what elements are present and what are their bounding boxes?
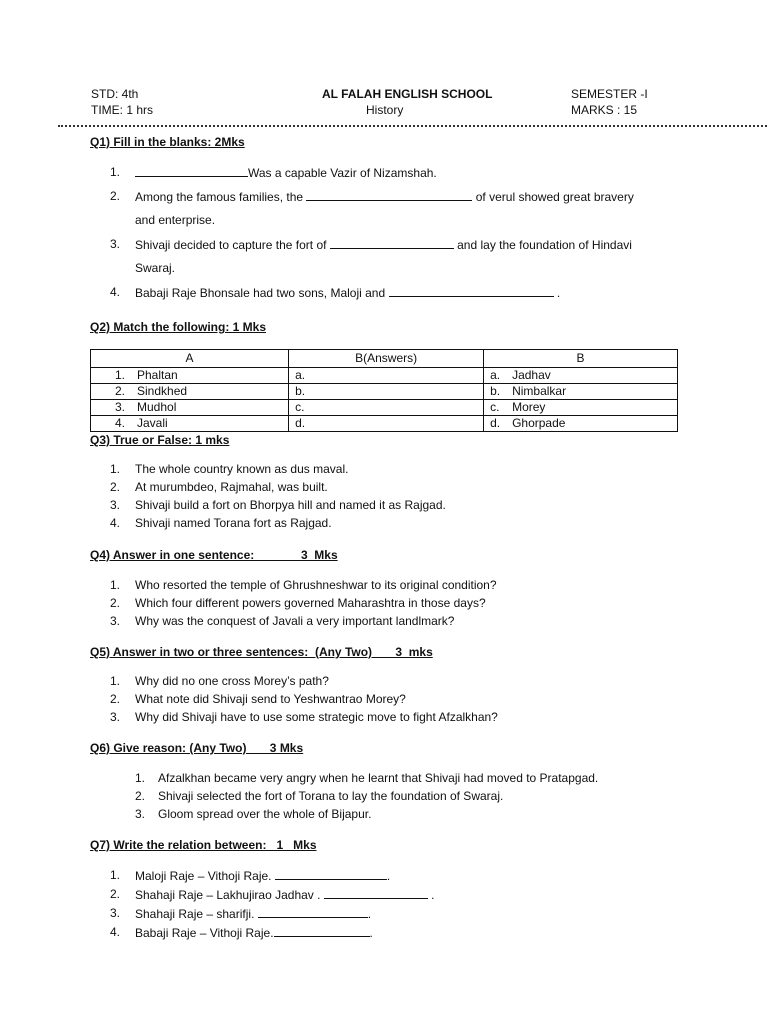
- q3-item: 2. At murumbdeo, Rajmahal, was built.: [110, 480, 328, 494]
- q1-item: 1. Was a capable Vazir of Nizamshah.: [110, 165, 437, 180]
- semester-label: SEMESTER -I: [571, 87, 648, 101]
- q1-item-continuation: Swaraj.: [135, 261, 176, 275]
- q5-section: [90, 645, 710, 659]
- q6-item: 2. Shivaji selected the fort of Torana to lay the foundation of Swaraj.: [135, 789, 504, 803]
- col-header-answers: B(Answers): [289, 350, 484, 368]
- q2-section: [90, 320, 710, 334]
- header-divider: [58, 125, 768, 127]
- std-label: STD: 4th: [91, 87, 139, 101]
- answer-blank[interactable]: [389, 285, 554, 297]
- q5-item: 2. What note did Shivaji send to Yeshwantrao Morey?: [110, 692, 406, 706]
- q4-item: 2. Which four different powers governed Maharashtra in those days?: [110, 596, 486, 610]
- q1-title: Q1) Fill in the blanks: 2Mks: [90, 135, 245, 149]
- q4-item: 3. Why was the conquest of Javali a very important landlmark?: [110, 614, 455, 628]
- q5-title: Q5) Answer in two or three sentences: (Any Two) 3 mks: [90, 645, 433, 659]
- q5-list: [90, 674, 710, 728]
- q3-list: [90, 462, 710, 534]
- school-name: AL FALAH ENGLISH SCHOOL: [322, 87, 493, 101]
- match-table-wrap: [90, 349, 710, 432]
- answer-blank[interactable]: [275, 868, 387, 880]
- q1-item: 2. Among the famous families, the of verul showed great bravery: [110, 189, 634, 204]
- answer-cell[interactable]: d.: [289, 416, 484, 432]
- q4-item: 1. Who resorted the temple of Ghrushneshwar to its original condition?: [110, 578, 497, 592]
- table-row: 3. Mudhol c. c. Morey: [91, 400, 678, 416]
- q4-section: [90, 548, 710, 562]
- marks-label: MARKS : 15: [571, 103, 638, 117]
- q7-item: 1. Maloji Raje – Vithoji Raje. .: [110, 868, 391, 883]
- q6-item: 1. Afzalkhan became very angry when he learnt that Shivaji had moved to Pratapgad.: [135, 771, 599, 785]
- q1-item: 4. Babaji Raje Bhonsale had two sons, Maloji and .: [110, 285, 561, 300]
- q5-item: 3. Why did Shivaji have to use some strategic move to fight Afzalkhan?: [110, 710, 498, 724]
- q3-item: 1. The whole country known as dus maval.: [110, 462, 349, 476]
- q1-item: 3. Shivaji decided to capture the fort of and lay the foundation of Hindavi: [110, 237, 632, 252]
- q7-item: 2. Shahaji Raje – Lakhujirao Jadhav . .: [110, 887, 435, 902]
- subject-label: History: [366, 103, 404, 117]
- answer-blank[interactable]: [258, 906, 368, 918]
- q3-item: 4. Shivaji named Torana fort as Rajgad.: [110, 516, 332, 530]
- q1-item-continuation: and enterprise.: [135, 213, 216, 227]
- q6-item: 3. Gloom spread over the whole of Bijapur.: [135, 807, 372, 821]
- q7-item: 3. Shahaji Raje – sharifji. .: [110, 906, 372, 921]
- table-row: 2. Sindkhed b. b. Nimbalkar: [91, 384, 678, 400]
- col-header-b: B: [484, 350, 678, 368]
- answer-cell[interactable]: b.: [289, 384, 484, 400]
- q5-item: 1. Why did no one cross Morey’s path?: [110, 674, 329, 688]
- q3-section: [90, 433, 710, 447]
- q6-title: Q6) Give reason: (Any Two) 3 Mks: [90, 741, 304, 755]
- q4-list: [90, 578, 710, 632]
- q6-list: [90, 771, 710, 825]
- answer-cell[interactable]: a.: [289, 368, 484, 384]
- time-label: TIME: 1 hrs: [91, 103, 154, 117]
- answer-blank[interactable]: [324, 887, 428, 899]
- q4-title: Q4) Answer in one sentence: 3 Mks: [90, 548, 338, 562]
- q7-title: Q7) Write the relation between: 1 Mks: [90, 838, 317, 852]
- q7-list: [90, 868, 710, 944]
- q1-section: [90, 135, 710, 149]
- q7-section: [90, 838, 710, 852]
- table-row: 1. Phaltan a. a. Jadhav: [91, 368, 678, 384]
- q6-section: [90, 741, 710, 755]
- q7-item: 4. Babaji Raje – Vithoji Raje. .: [110, 925, 373, 940]
- q1-list: [90, 165, 710, 309]
- q2-title: Q2) Match the following: 1 Mks: [90, 320, 267, 334]
- answer-blank[interactable]: [330, 237, 454, 249]
- q3-item: 3. Shivaji build a fort on Bhorpya hill and named it as Rajgad.: [110, 498, 446, 512]
- answer-cell[interactable]: c.: [289, 400, 484, 416]
- table-row: 4. Javali d. d. Ghorpade: [91, 416, 678, 432]
- answer-blank[interactable]: [306, 189, 472, 201]
- col-header-a: A: [91, 350, 289, 368]
- match-table: [90, 349, 678, 432]
- q3-title: Q3) True or False: 1 mks: [90, 433, 230, 447]
- answer-blank[interactable]: [135, 165, 248, 177]
- answer-blank[interactable]: [274, 925, 370, 937]
